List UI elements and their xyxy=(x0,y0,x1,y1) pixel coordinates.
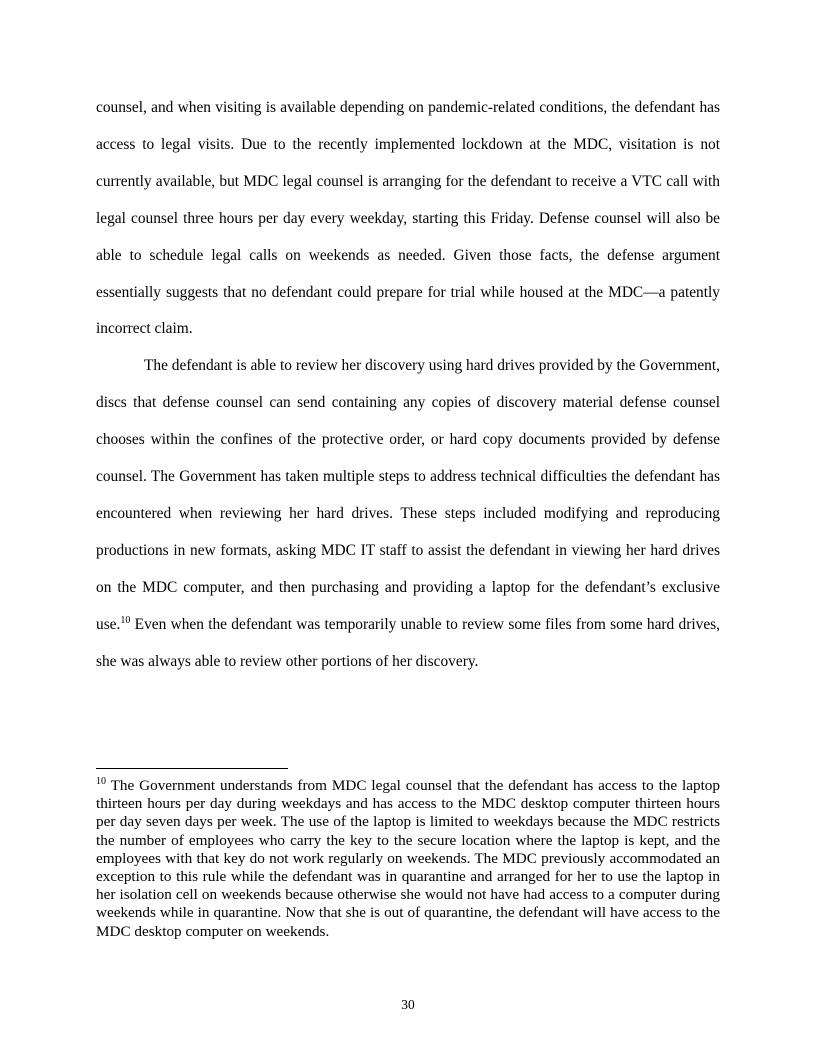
paragraph-2-text-continued: Even when the defendant was temporarily unable to review some files from some hard drives, she was always able to review other portions of her discovery. xyxy=(96,615,720,670)
footnote-reference: 10 xyxy=(120,614,131,626)
page-number: 30 xyxy=(401,997,415,1012)
paragraph-1: counsel, and when visiting is available depending on pandemic-related conditions, the defendant has access to legal visits. Due to the recently implemented lockdown at the MDC, visitation is not currently available, but MDC legal counsel is arranging for the defendant to receive a VTC call with legal counsel three hours per day every weekday, starting this Friday. Defense counsel will also be able to schedule legal calls on weekends as needed. Given those facts, the defense argument essentially suggests that no defendant could prepare for trial while housed at the MDC—a patently incorrect claim. xyxy=(96,99,720,338)
paragraph-2 xyxy=(96,348,720,680)
paragraph-2-text: The defendant is able to review her discovery using hard drives provided by the Government, discs that defense counsel can send containing any copies of discovery material defense counsel chooses within the confines of the protective order, or hard copy documents provided by defense counsel. The Government has taken multiple steps to address technical difficulties the defendant has encountered when reviewing her hard drives. These steps included modifying and reproducing productions in new formats, asking MDC IT staff to assist the defendant in viewing her hard drives on the MDC computer, and then purchasing and providing a laptop for the defendant’s exclusive use. xyxy=(96,357,720,633)
footnote-text: The Government understands from MDC legal counsel that the defendant has access to the laptop thirteen hours per day during weekdays and has access to the MDC desktop computer thirteen hours per day seven days per week. The use of the laptop is limited to weekdays because the MDC restricts the number of employees who carry the key to the secure location where the laptop is kept, and the employees with that key do not work regularly on weekends. The MDC previously accommodated an exception to this rule while the defendant was in quarantine and arranged for her to use the laptop in her isolation cell on weekends because otherwise she would not have had access to a computer during weekends while in quarantine. Now that she is out of quarantine, the defendant will have access to the MDC desktop computer on weekends. xyxy=(96,777,720,940)
footnote-separator xyxy=(96,768,288,769)
body-text xyxy=(96,90,720,681)
footnote xyxy=(96,777,720,941)
footnote-number: 10 xyxy=(96,775,106,787)
